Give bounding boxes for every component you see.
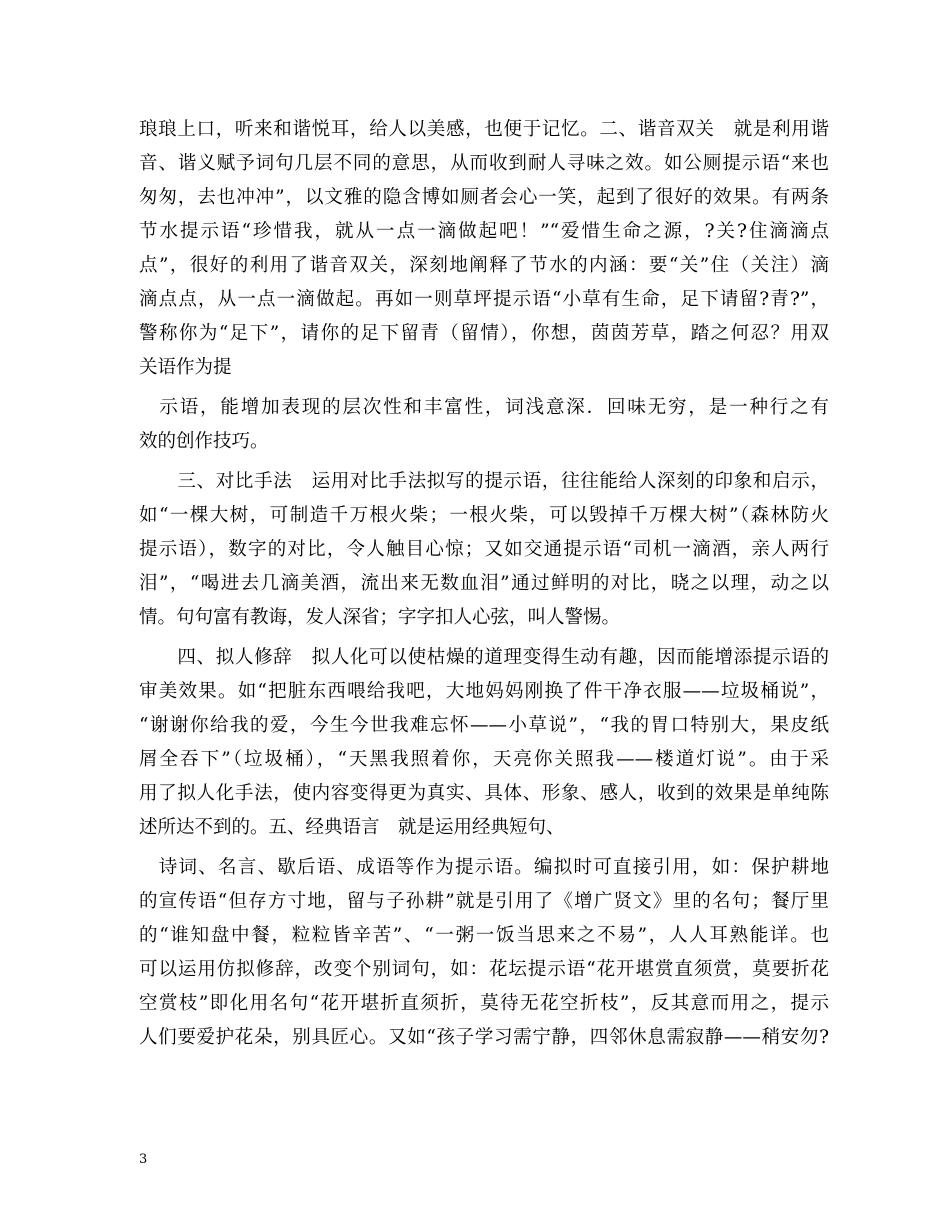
- text-line: 点”，很好的利用了谐音双关，深刻地阐释了节水的内涵：要“关”住（关注）滴: [139, 255, 829, 276]
- text-line: 如“一棵大树，可制造千万根火柴；一根火柴，可以毁掉千万棵大树”（森林防火: [139, 505, 829, 526]
- text-line: 警称你为“足下”，请你的足下留青（留情），你想，茵茵芳草，踏之何忍？用双: [139, 323, 829, 344]
- text-line: 的“谁知盘中餐，粒粒皆辛苦”、“一粥一饭当思来之不易”，人人耳熟能详。也: [139, 925, 829, 946]
- text-line: 琅琅上口，听来和谐悦耳，给人以美感，也便于记忆。二、谐音双关 就是利用谐: [139, 119, 829, 140]
- text-line: 提示语），数字的对比，令人触目心惊；又如交通提示语“司机一滴酒，亲人两行: [139, 539, 829, 560]
- text-line: 音、谐义赋予词句几层不同的意思，从而收到耐人寻味之效。如公厕提示语“来也: [139, 153, 829, 174]
- text-line: 述所达不到的。五、经典语言 就是运用经典短句、: [139, 817, 565, 838]
- text-line: 用了拟人化手法，使内容变得更为真实、具体、形象、感人，收到的效果是单纯陈: [139, 783, 829, 804]
- text-line: 可以运用仿拟修辞，改变个别词句，如：花坛提示语“花开堪赏直须赏，莫要折花: [139, 959, 829, 980]
- text-line: 节水提示语“珍惜我，就从一点一滴做起吧！”“爱惜生命之源，?关?住滴滴点: [139, 221, 829, 242]
- text-line: 效的创作技巧。: [139, 431, 269, 452]
- text-line: 示语，能增加表现的层次性和丰富性，词浅意深．回味无穷，是一种行之有: [139, 397, 829, 418]
- text-line: 滴点点，从一点一滴做起。再如一则草坪提示语“小草有生命，足下请留?青?”，: [139, 289, 829, 310]
- text-line: 的宣传语“但存方寸地，留与子孙耕”就是引用了《增广贤文》里的名句；餐厅里: [139, 891, 829, 912]
- text-line: 情。句句富有教诲，发人深省；字字扣人心弦，叫人警惕。: [139, 607, 621, 628]
- text-line: 四、拟人修辞 拟人化可以使枯燥的道理变得生动有趣，因而能增添提示语的: [139, 647, 829, 668]
- text-line: 三、对比手法 运用对比手法拟写的提示语，往往能给人深刻的印象和启示，: [139, 471, 829, 492]
- text-line: 屑全吞下”（垃圾桶），“天黑我照着你，天亮你关照我——楼道灯说”。由于采: [139, 749, 829, 770]
- text-line: 人们要爱护花朵，别具匠心。又如“孩子学习需宁静，四邻休息需寂静——稍安勿?: [139, 1027, 829, 1048]
- text-line: 关语作为提: [139, 357, 232, 378]
- text-line: 空赏枝”即化用名句“花开堪折直须折，莫待无花空折枝”，反其意而用之，提示: [139, 993, 829, 1014]
- page-number: 3: [139, 1152, 148, 1167]
- text-line: “谢谢你给我的爱，今生今世我难忘怀——小草说”，“我的胃口特别大，果皮纸: [139, 715, 829, 736]
- text-line: 匆匆，去也冲冲”，以文雅的隐含博如厕者会心一笑，起到了很好的效果。有两条: [139, 187, 829, 208]
- text-line: 诗词、名言、歇后语、成语等作为提示语。编拟时可直接引用，如：保护耕地: [139, 857, 829, 878]
- text-line: 审美效果。如“把脏东西喂给我吧，大地妈妈刚换了件干净衣服——垃圾桶说”，: [139, 681, 829, 702]
- text-line: 泪”，“喝进去几滴美酒，流出来无数血泪”通过鲜明的对比，晓之以理，动之以: [139, 573, 829, 594]
